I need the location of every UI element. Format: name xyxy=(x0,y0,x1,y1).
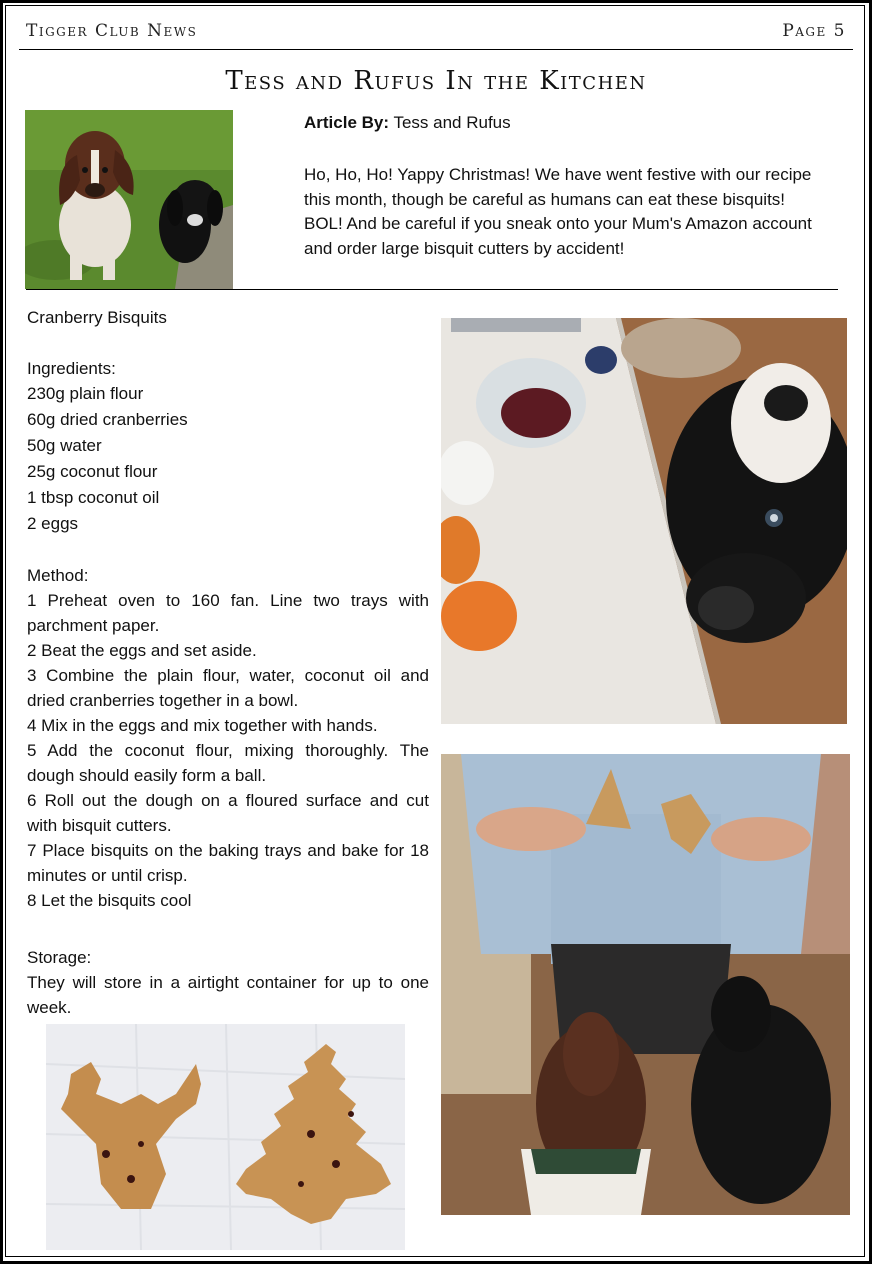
bisquits-and-dogs-photo xyxy=(441,754,850,1215)
ingredients-heading: Ingredients: xyxy=(27,359,116,378)
article-intro: Ho, Ho, Ho! Yappy Christmas! We have went festive with our recipe this month, though be careful as humans can eat these bisquits! BOL! And be careful if you sneak onto your Mum's Amazon account and order large bisquit cutters by accident! xyxy=(304,165,812,258)
ingredient-item: 50g water xyxy=(27,436,102,455)
method-list xyxy=(27,588,429,913)
byline xyxy=(304,113,511,133)
ingredient-item: 25g coconut flour xyxy=(27,462,158,481)
ingredients-list xyxy=(27,381,429,537)
method-step: 3 Combine the plain flour, water, coconut oil and dried cranberries together in a bowl. xyxy=(27,666,429,710)
baked-bisquits-photo xyxy=(46,1024,405,1250)
recipe-name: Cranberry Bisquits xyxy=(27,308,167,327)
dog-at-counter-photo xyxy=(441,318,847,724)
ingredient-item: 60g dried cranberries xyxy=(27,410,188,429)
method-heading: Method: xyxy=(27,566,89,585)
storage-heading: Storage: xyxy=(27,948,92,967)
ingredient-item: 230g plain flour xyxy=(27,384,144,403)
method-step: 5 Add the coconut flour, mixing thoroughly. The dough should easily form a ball. xyxy=(27,741,429,785)
section-divider xyxy=(26,289,838,290)
header-divider xyxy=(19,49,853,50)
method-step: 8 Let the bisquits cool xyxy=(27,891,192,910)
byline-label: Article By: xyxy=(304,113,390,132)
newsletter-name: Tigger Club News xyxy=(26,21,198,41)
method-step: 2 Beat the eggs and set aside. xyxy=(27,641,257,660)
ingredient-item: 2 eggs xyxy=(27,514,79,533)
method-step: 4 Mix in the eggs and mix together with hands. xyxy=(27,716,378,735)
ingredient-item: 1 tbsp coconut oil xyxy=(27,488,160,507)
dogs-on-grass-photo xyxy=(25,110,233,289)
method-step: 7 Place bisquits on the baking trays and bake for 18 minutes or until crisp. xyxy=(27,841,429,885)
method-step: 6 Roll out the dough on a floured surface and cut with bisquit cutters. xyxy=(27,791,429,835)
article-title: Tess and Rufus In the Kitchen xyxy=(225,66,647,96)
storage-text: They will store in a airtight container for up to one week. xyxy=(27,973,429,1017)
byline-author: Tess and Rufus xyxy=(389,113,511,132)
page-number: Page 5 xyxy=(782,21,846,41)
method-step: 1 Preheat oven to 160 fan. Line two trays with parchment paper. xyxy=(27,591,429,635)
